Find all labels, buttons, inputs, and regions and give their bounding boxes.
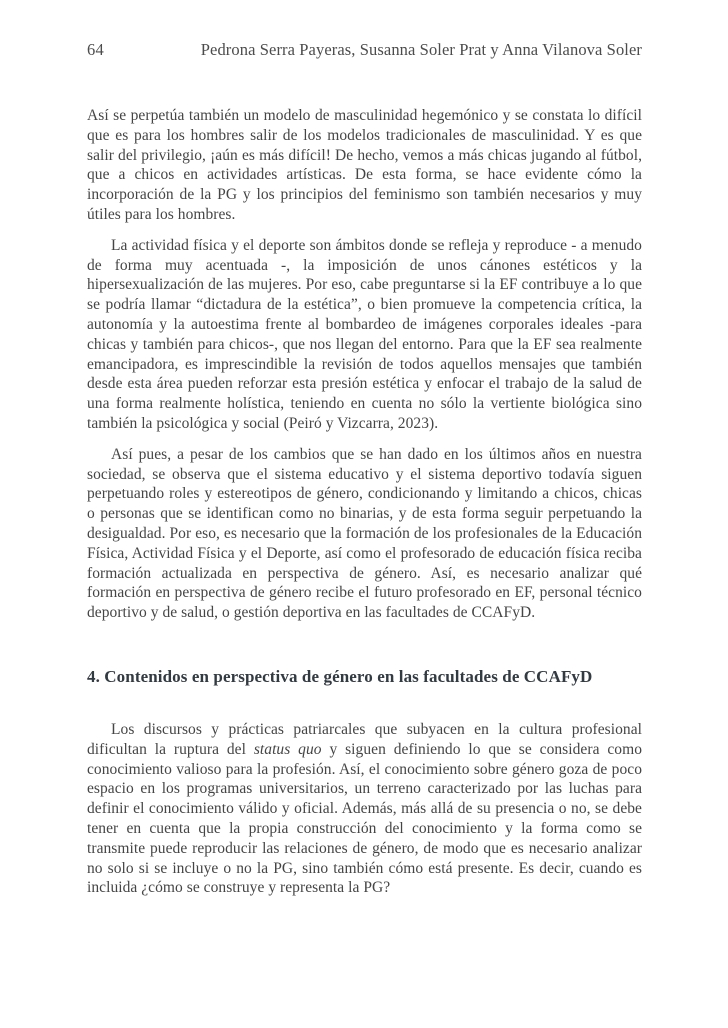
paragraph (87, 720, 642, 898)
page-header (87, 40, 642, 60)
paragraph (87, 236, 642, 434)
paragraph (87, 106, 642, 225)
page-body (87, 106, 642, 898)
running-header-authors: Pedrona Serra Payeras, Susanna Soler Prat y Anna Vilanova Soler (200, 40, 642, 59)
text-segment: Así se perpetúa también un modelo de masculinidad hegemónico y se constata lo difícil que es para los hombres salir de los modelos tradicionales de masculinidad. Y es que salir del privilegio, ¡aún es más difícil! De hecho, vemos a más chicas jugando al fútbol, que a chicos en actividades artísticas. De esta forma, se hace evidente cómo la incorporación de la PG y los principios del feminismo son también necesarios y muy útiles para los hombres. (87, 107, 642, 223)
section-heading: 4. Contenidos en perspectiva de género en las facultades de CCAFyD (87, 666, 593, 686)
section-paragraphs (87, 720, 642, 898)
italic-text-segment: status quo (253, 740, 322, 758)
text-segment: y siguen definiendo lo que se considera como conocimiento valioso para la profesión. Así, el conocimiento sobre género goza de poco espacio en los programas universitarios, un terreno caracterizado por las luchas para definir el conocimiento válido y oficial. Además, más allá de su presencia o no, se debe tener en cuenta que la propia construcción del conocimiento y la forma como se transmite puede reproducir las relaciones de género, de modo que es necesario analizar no solo si se incluye o no la PG, sino también cómo está presente. Es decir, cuando es incluida ¿cómo se construye y representa la PG? (87, 740, 642, 897)
paragraph (87, 445, 642, 623)
text-segment: La actividad física y el deporte son ámbitos donde se refleja y reproduce - a menudo de forma muy acentuada -, la imposición de unos cánones estéticos y la hipersexualización de las mujeres. Por eso, cabe preguntarse si la EF contribuye a lo que se podría llamar “dictadura de la estética”, o bien promueve la competencia crítica, la autonomía y la autoestima frente al bombardeo de imágenes corporales ideales -para chicas y también para chicos-, que nos llegan del entorno. Para que la EF sea realmente emancipadora, es imprescindible la revisión de todos aquellos mensajes que también desde esta área pueden reforzar esta presión estética y enfocar el trabajo de la salud de una forma realmente holística, teniendo en cuenta no sólo la vertiente biológica sino también la psicológica y social (Peiró y Vizcarra, 2023). (87, 236, 642, 432)
intro-paragraphs (87, 106, 642, 623)
page-number: 64 (87, 40, 105, 59)
text-segment: Así pues, a pesar de los cambios que se han dado en los últimos años en nuestra sociedad, se observa que el sistema educativo y el sistema deportivo todavía siguen perpetuando roles y estereotipos de género, condicionando y limitando a chicos, chicas o personas que se identifican como no binarias, y de esta forma seguir perpetuando la desigualdad. Por eso, es necesario que la formación de los profesionales de la Educación Física, Actividad Física y el Deporte, así como el profesorado de educación física reciba formación actualizada en perspectiva de género. Así, es necesario analizar qué formación en perspectiva de género recibe el futuro profesorado en EF, personal técnico deportivo y de salud, o gestión deportiva en las facultades de CCAFyD. (87, 445, 642, 622)
text-segment: Los discursos y prácticas patriarcales que subyacen en la cultura profesional dificultan la ruptura del (87, 720, 642, 758)
